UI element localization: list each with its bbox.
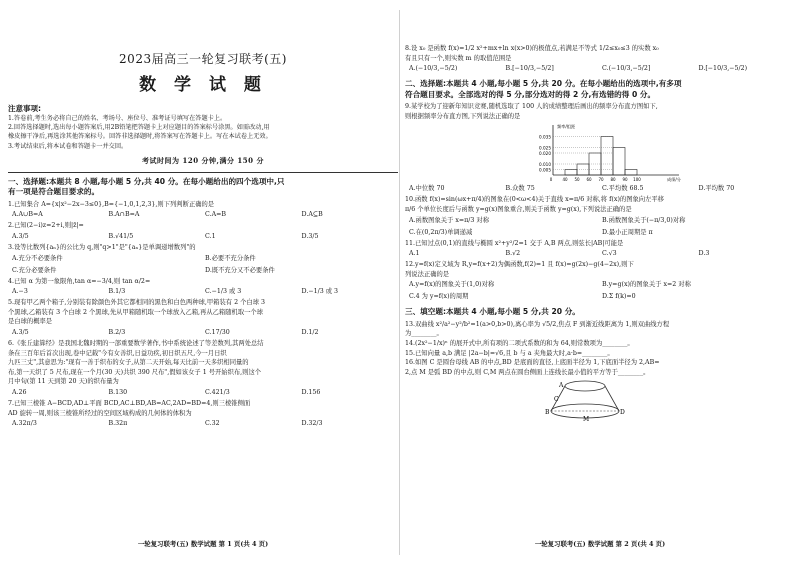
option-b: B.众数 75 xyxy=(505,185,535,193)
question-stem: 11.已知过点(0,1)的直线与椭圆 x²+y²/2=1 交于 A,B 两点,则弦长|AB|可能是 xyxy=(405,239,624,247)
option-a: A.函数图象关于 x=π/3 对称 xyxy=(409,216,490,224)
question-stem: 是白球的概率是 xyxy=(8,318,53,326)
question-stem: 7.已知三棱锥 A−BCD,AD⊥平面 BCD,AC⊥BD,AB=AC,2AD=BD=4,则三棱锥侧面 xyxy=(8,399,251,407)
question-options xyxy=(405,63,795,75)
option-d: D.3 xyxy=(698,250,710,258)
option-d: D.既不充分又不必要条件 xyxy=(205,266,275,274)
note-line: 2.回答选择题时,选出每小题答案后,用2B铅笔把答题卡上对应题目的答案标号涂黑。如需改动,用 xyxy=(8,124,270,132)
option-c: C.充分必要条件 xyxy=(12,266,57,274)
question-stem: 8.设 x₀ 是函数 f(x)=1/2 x²+mx+ln x(x>0)的极值点,若满足不等式 1/2≤x₀≤3 的实数 x₀ xyxy=(405,45,659,52)
option-c: C.32 xyxy=(205,420,220,428)
option-a: A.−3 xyxy=(12,288,28,296)
option-d: D.平均数 70 xyxy=(698,185,735,193)
note-line: 橡皮擦干净后,再选涂其他答案标号。回答非选择题时,将答案写在答题卡上。写在本试卷上无效。 xyxy=(8,133,272,141)
question-stem: 2.已知(2−i)z=2+i,则|z̄|= xyxy=(8,222,84,230)
section-heading-line: 二、选择题:本题共 4 小题,每小题 5 分,共 20 分。在每小题给出的选项中,有多项 xyxy=(405,79,682,89)
y-axis-label: 频率/组距 xyxy=(557,124,576,130)
frustum-figure xyxy=(545,379,795,425)
histogram-bar xyxy=(625,170,637,176)
divider-line xyxy=(8,172,398,173)
page-divider xyxy=(399,10,400,555)
question-stem: AD 旋转一周,则该三棱锥所经过的空间区域构成的几何体的体积为 xyxy=(8,409,192,417)
section-heading xyxy=(405,79,795,100)
question-options xyxy=(405,279,795,303)
x-tick-label: 0 xyxy=(549,177,553,183)
option-a: A.充分不必要条件 xyxy=(12,254,63,262)
question-stem: π/6 个单位长度后与函数 y=g(x)图象重合,则关于函数 y=g(x),下列说法正确的是 xyxy=(405,205,632,213)
y-tick-label: 0.035 xyxy=(539,134,551,140)
x-tick-label: 40 xyxy=(562,177,568,183)
option-a: A.32π/3 xyxy=(12,420,37,428)
y-tick-label: 0.025 xyxy=(539,145,551,151)
option-a: A.A∪B=A xyxy=(12,211,43,219)
option-d: D.[−10/3,−5/2) xyxy=(698,65,748,73)
question-stem: 月中旬(第 11 天到第 20 天)的织布量为 xyxy=(8,378,119,386)
option-c: C.4 为 y=f(x)的周期 xyxy=(409,293,469,301)
page-footer: 一轮复习联考(五) 数学试题 第 2 页(共 4 页) xyxy=(534,540,666,548)
y-tick-label: 0.005 xyxy=(539,167,551,173)
note-line: 1.答卷前,考生务必将自己的姓名、考场号、座位号、准考证号填写在答题卡上。 xyxy=(8,115,227,122)
histogram-chart xyxy=(525,123,695,183)
question-stem: 3.设等比数列{aₙ}的公比为 q,则"q>1"是"{aₙ}是单调递增数列"的 xyxy=(8,244,196,251)
option-d: D.−1/3 或 3 xyxy=(301,288,339,296)
section-heading-line: 有一项是符合题目要求的。 xyxy=(8,187,100,197)
section-heading-line: 符合题目要求。全部选对的得 5 分,部分选对的得 2 分,有选错的得 0 分。 xyxy=(405,89,656,99)
x-tick-label: 100 xyxy=(633,177,641,183)
question-options xyxy=(405,248,795,260)
notes-heading: 注意事项: xyxy=(8,104,41,113)
option-a: A.26 xyxy=(12,388,27,396)
histogram-svg xyxy=(525,123,695,183)
question-stem: 9.某学校为了迎新年知识竞赛,随机选取了 100 人的成绩整理后画出的频率分布直方图如下, xyxy=(405,103,658,111)
option-c: C.在(0,2π/3)单调递减 xyxy=(409,228,473,236)
question-stem: 15.已知向量 a,b 满足 |2a−b|=√6,且 b 与 a 夹角最大时,a·b=________。 xyxy=(405,349,614,357)
question-stem: 布,第一天织了 5 尺布,现在一个月(30 天)共织 390 尺布",假如该女子 1 号开始织布,则这个 xyxy=(8,368,262,376)
question-stem: 6.《张丘建算经》是我国北魏时期的一部重要数学著作,书中系统论述了等差数列,其两处总结 xyxy=(8,339,264,347)
question-stem: 1.已知集合 A={x|x²−2x−3≤0},B={−1,0,1,2,3},则下列判断正确的是 xyxy=(8,200,215,208)
option-a: A.3/5 xyxy=(12,328,29,336)
vertex-label: C xyxy=(554,396,559,404)
option-b: B.函数图象关于(−π/3,0)对称 xyxy=(602,216,686,224)
question-list xyxy=(8,200,398,430)
option-d: D.Σ f(k)=0 xyxy=(602,293,636,301)
option-c: C.(−10/3,−5/2] xyxy=(602,65,651,73)
question-stem: 有且只有一个,则实数 m 的取值范围是 xyxy=(405,54,512,62)
x-tick-label: 90 xyxy=(622,177,628,183)
option-d: D.1/2 xyxy=(301,328,319,336)
question-stem: 14.(2x²−1/x)ⁿ 的展开式中,所有项的二项式系数的和为 64,则常数项为________。 xyxy=(405,340,634,348)
option-b: B.1/3 xyxy=(108,288,126,296)
option-a: A.3/5 xyxy=(12,233,29,240)
option-d: D.3/5 xyxy=(301,233,319,240)
question-stem: 则根据频率分布直方图,下列说法正确的是 xyxy=(405,112,521,120)
histogram-bar xyxy=(613,148,625,176)
option-c: C.−1/3 或 3 xyxy=(205,288,242,296)
question-options xyxy=(8,253,398,277)
y-tick-label: 0.010 xyxy=(539,162,551,168)
exam-time-line: 考试时间为 120 分钟,满分 150 分 xyxy=(142,155,264,165)
question-stem: 2,点 M 是弧 BD 的中点,则 C,M 两点在圆台侧面上连线长最小值的平方等于________。 xyxy=(405,368,650,376)
histogram-bar xyxy=(565,170,577,176)
question-stem: 个黑球,乙箱装有 3 个白球 2 个黑球,先从甲箱随机取一个球放入乙箱,再从乙箱随机取一个球 xyxy=(8,308,264,316)
question-stem: 列说法正确的是 xyxy=(405,270,450,278)
x-axis-label: 成绩/分 xyxy=(667,177,681,183)
histogram-bar xyxy=(601,137,613,176)
option-a: A.(−10/3,−5/2) xyxy=(409,65,458,73)
vertex-label: M xyxy=(583,416,590,422)
option-d: D.156 xyxy=(301,388,321,396)
question-options xyxy=(405,215,795,239)
section-heading xyxy=(8,177,398,198)
question-stem: 16.如图 C 是圆台母线 AB 的中点,BD 是底面的直径,上底面半径为 1,下底面半径为 2,AB= xyxy=(405,359,660,367)
section-heading-line: 一、选择题:本题共 8 小题,每小题 5 分,共 40 分。在每小题给出的四个选项中,只 xyxy=(8,176,285,186)
question-options xyxy=(8,231,398,243)
page-footer: 一轮复习联考(五) 数学试题 第 1 页(共 4 页) xyxy=(137,540,269,548)
y-tick-label: 0.020 xyxy=(539,151,551,157)
x-tick-label: 60 xyxy=(586,177,592,183)
question-stem: 12.y=f(x)定义域为 R,y=f(x+2)为偶函数,f(2)=1 且 f(x)=g(2x)−g(4−2x),则下 xyxy=(405,261,634,269)
question-options xyxy=(8,209,398,221)
option-b: B.必要不充分条件 xyxy=(205,254,256,262)
page-1 xyxy=(8,0,398,566)
x-tick-label: 80 xyxy=(610,177,616,183)
question-stem: 10.函数 f(x)=sin(ωx+π/4)的图象在(0<ω<4)关于直线 x=π/6 对称,将 f(x)的图象向左平移 xyxy=(405,196,664,204)
option-b: B.32π xyxy=(108,420,128,428)
option-b: B.√41/5 xyxy=(108,233,134,240)
vertex-label: D xyxy=(620,409,625,417)
question-options xyxy=(8,286,398,298)
question-options xyxy=(8,418,398,430)
option-c: C.1 xyxy=(205,233,216,240)
option-b: B.[−10/3,−5/2] xyxy=(505,65,554,73)
question-stem: 九匹三丈",其意思为:"现有一善于织布的女子,从第二天开始,每天比前一天多织相同量的 xyxy=(8,359,249,367)
option-b: B.y=g(x)的图象关于 x=2 对称 xyxy=(602,281,691,289)
vertex-label: B xyxy=(545,409,550,417)
option-b: B.2/3 xyxy=(108,328,126,336)
section-heading: 三、填空题:本题共 4 小题,每小题 5 分,共 20 分。 xyxy=(405,307,580,317)
question-options xyxy=(8,327,398,339)
exam-title: 2023届高三一轮复习联考(五) xyxy=(119,52,287,66)
exam-subject: 数 学 试 题 xyxy=(139,75,267,95)
option-a: A.y=f(x)的图象关于(1,0)对称 xyxy=(409,281,495,289)
option-d: D.32/3 xyxy=(301,420,323,428)
question-options xyxy=(8,387,398,399)
frustum-svg xyxy=(545,379,625,421)
question-options xyxy=(405,183,795,195)
page-2 xyxy=(405,0,795,566)
option-c: C.√3 xyxy=(602,250,617,258)
question-stem: 5.现有甲乙两个箱子,分别装有除颜色外其它都相同的黑色和白色两种球,甲箱装有 2 个白球 3 xyxy=(8,299,266,307)
x-tick-label: 70 xyxy=(598,177,604,183)
option-d: D.A⊆B xyxy=(301,211,323,219)
option-d: D.最小正周期是 π xyxy=(602,228,653,236)
option-a: A.1 xyxy=(409,250,420,258)
option-a: A.中位数 70 xyxy=(409,185,445,193)
question-stem: 为________。 xyxy=(405,330,443,338)
option-c: C.A=B xyxy=(205,211,227,219)
question-stem: 13.双曲线 x²/a²−y²/b²=1(a>0,b>0),离心率为 √5/2,焦点 F 到渐近线距离为 1,则双曲线方程 xyxy=(405,320,670,328)
option-b: B.√2 xyxy=(505,250,521,258)
question-stem: 4.已知 α 为第一象限角,tan α=−3/4,则 tan α/2= xyxy=(8,277,151,285)
x-tick-label: 50 xyxy=(574,177,580,183)
note-line: 3.考试结束后,将本试卷和答题卡一并交回。 xyxy=(8,142,128,150)
option-b: B.A∩B=A xyxy=(108,211,140,219)
vertex-label: A xyxy=(559,382,564,390)
option-c: C.421/3 xyxy=(205,388,230,396)
option-c: C.平均数 68.5 xyxy=(602,185,644,193)
question-stem: 条在三百年后首次出现,卷中记载"今有女善织,日益功疾,初日织五尺,今一月日织 xyxy=(8,349,227,357)
option-b: B.130 xyxy=(108,388,128,396)
option-c: C.17/30 xyxy=(205,328,230,336)
